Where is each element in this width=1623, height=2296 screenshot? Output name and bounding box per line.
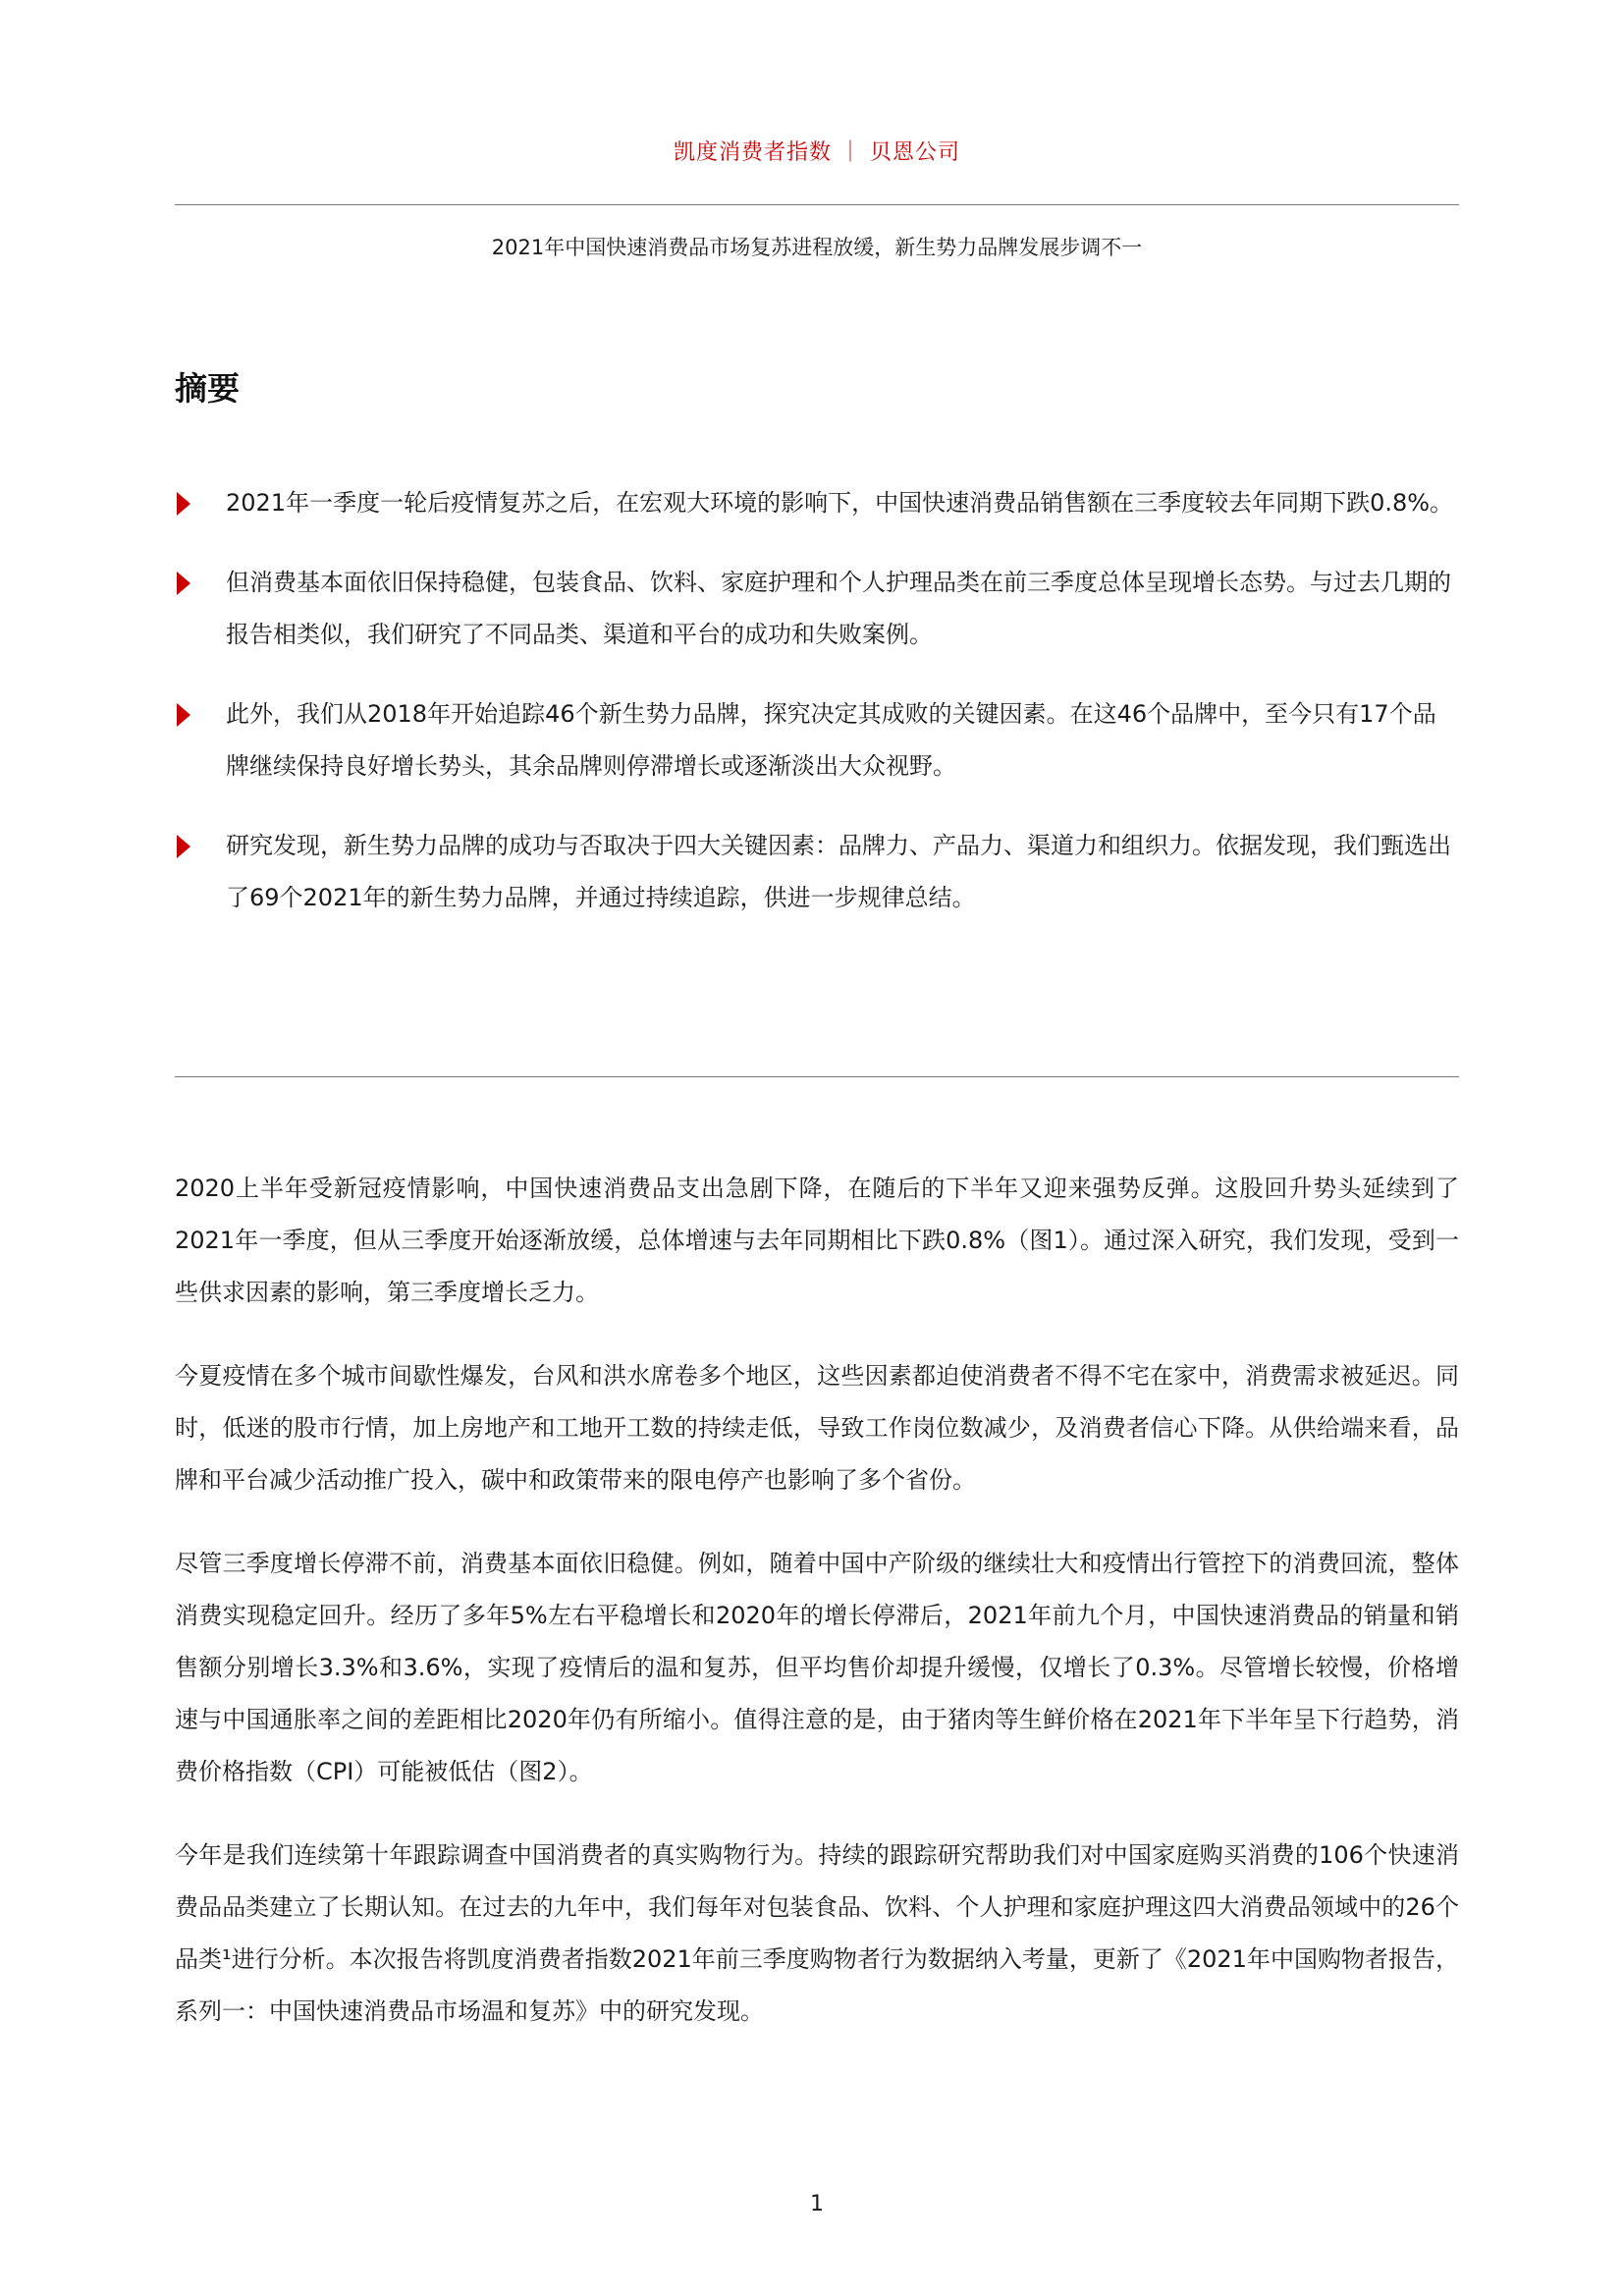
summary-bullet-text: 但消费基本面依旧保持稳健，包装食品、饮料、家庭护理和个人护理品类在前三季度总体呈现增长态势。与过去几期的报告相类似，我们研究了不同品类、渠道和平台的成功和失败案例。: [226, 569, 1451, 648]
body-paragraph: 今夏疫情在多个城市间歇性爆发，台风和洪水席卷多个地区，这些因素都迫使消费者不得不宅在家中，消费需求被延迟。同时，低迷的股市行情，加上房地产和工地开工数的持续走低，导致工作岗位数减少，及消费者信心下降。从供给端来看，品牌和平台减少活动推广投入，碳中和政策带来的限电停产也影响了多个省份。: [175, 1362, 1459, 1494]
page-number: 1: [810, 2192, 824, 2216]
red-triangle-bullet-icon: [177, 835, 190, 858]
summary-bullet: [175, 688, 1459, 793]
red-triangle-bullet-icon: [177, 572, 190, 595]
body-paragraph: 尽管三季度增长停滞不前，消费基本面依旧稳健。例如，随着中国中产阶级的继续壮大和疫情出行管控下的消费回流，整体消费实现稳定回升。经历了多年5%左右平稳增长和2020年的增长停滞后，2021年前九个月，中国快速消费品的销量和销售额分别增长3.3%和3.6%，实现了疫情后的温和复苏，但平均售价却提升缓慢，仅增长了0.3%。尽管增长较慢，价格增速与中国通胀率之间的差距相比2020年仍有所缩小。值得注意的是，由于猪肉等生鲜价格在2021年下半年呈下行趋势，消费价格指数（CPI）可能被低估（图2）。: [175, 1550, 1459, 1785]
section-divider: [175, 1076, 1459, 1077]
body-paragraph: 2020上半年受新冠疫情影响，中国快速消费品支出急剧下降，在随后的下半年又迎来强势反弹。这股回升势头延续到了2021年一季度，但从三季度开始逐渐放缓，总体增速与去年同期相比下跌0.8%（图1）。通过深入研究，我们发现，受到一些供求因素的影响，第三季度增长乏力。: [175, 1175, 1459, 1306]
summary-bullet: [175, 557, 1459, 661]
report-header-title: 凯度消费者指数 ｜ 贝恩公司: [674, 140, 960, 165]
summary-bullet: [175, 820, 1459, 924]
body-paragraph: 今年是我们连续第十年跟踪调查中国消费者的真实购物行为。持续的跟踪研究帮助我们对中国家庭购买消费的106个快速消费品品类建立了长期认知。在过去的九年中，我们每年对包装食品、饮料、个人护理和家庭护理这四大消费品领域中的26个品类¹进行分析。本次报告将凯度消费者指数2021年前三季度购物者行为数据纳入考量，更新了《2021年中国购物者报告，系列一：中国快速消费品市场温和复苏》中的研究发现。: [175, 1841, 1459, 2025]
summary-bullet-list: [175, 477, 1459, 952]
summary-bullet: [175, 477, 1459, 529]
summary-bullet-text: 此外，我们从2018年开始追踪46个新生势力品牌，探究决定其成败的关键因素。在这46个品牌中，至今只有17个品牌继续保持良好增长势头，其余品牌则停滞增长或逐渐淡出大众视野。: [226, 700, 1436, 780]
red-triangle-bullet-icon: [177, 492, 190, 516]
report-subtitle: 2021年中国快速消费品市场复苏进程放缓，新生势力品牌发展步调不一: [491, 236, 1143, 259]
header-divider: [175, 204, 1459, 205]
summary-heading: 摘要: [175, 369, 240, 408]
summary-bullet-text: 研究发现，新生势力品牌的成功与否取决于四大关键因素：品牌力、产品力、渠道力和组织力。依据发现，我们甄选出了69个2021年的新生势力品牌，并通过持续追踪，供进一步规律总结。: [226, 832, 1451, 911]
document-page: [175, 0, 1459, 2296]
body-text: [175, 1163, 1459, 2069]
summary-bullet-text: 2021年一季度一轮后疫情复苏之后，在宏观大环境的影响下，中国快速消费品销售额在三季度较去年同期下跌0.8%。: [226, 489, 1454, 517]
red-triangle-bullet-icon: [177, 703, 190, 727]
